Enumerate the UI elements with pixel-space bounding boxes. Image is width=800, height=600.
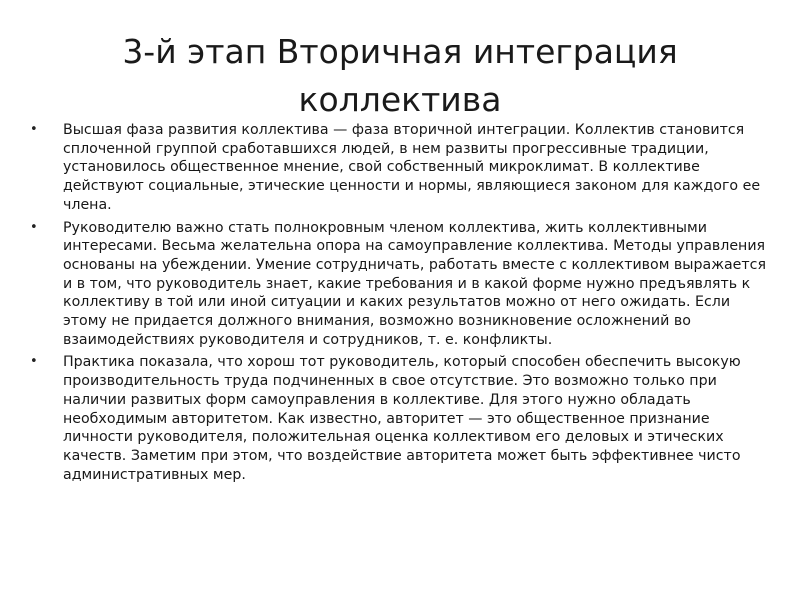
bullet-item-1 bbox=[30, 121, 775, 215]
bullet-point-icon: • bbox=[30, 354, 38, 370]
bullet-item-3 bbox=[30, 353, 775, 484]
bullet-item-2 bbox=[30, 219, 775, 350]
bullet-list bbox=[30, 121, 775, 488]
bullet-text: Высшая фаза развития коллектива — фаза вторичной интеграции. Коллектив становится сплоченной группой сработавшихся людей, в нем развиты прогрессивные традиции, установилось общественное мнение, свой собственный микроклимат. В коллективе действуют социальные, этические ценности и нормы, являющиеся законом для каждого ее члена. bbox=[63, 122, 761, 213]
bullet-point-icon: • bbox=[30, 219, 38, 235]
bullet-point-icon: • bbox=[30, 122, 38, 137]
slide-title: 3-й этап Вторичная интеграция коллектива bbox=[122, 32, 678, 119]
bullet-text: Руководителю важно стать полнокровным членом коллектива, жить коллективными интересами. Весьма желательна опора на самоуправление коллектива. Методы управления основаны на убеждении. Умение сотрудничать, работать вместе с коллективом выражается и в том, что руководитель знает, какие требования и в какой форме нужно предъявлять к коллективу в той или иной ситуации и каких результатов можно от него ожидать. Если этому не придается должного внимания, возможно возникновение осложнений во взаимодействиях руководителя и сотрудников, т. е. конфликты. bbox=[63, 219, 766, 348]
bullet-text: Практика показала, что хорош тот руководитель, который способен обеспечить высокую производительность труда подчиненных в свое отсутствие. Это возможно только при наличии развитых форм самоуправления в коллективе. Для этого нужно обладать необходимым авторитетом. Как известно, авторитет — это общественное признание личности руководителя, положительная оценка коллективом его деловых и этических качеств. Заметим при этом, что воздействие авторитета может быть эффективнее чисто административных мер. bbox=[63, 354, 741, 483]
